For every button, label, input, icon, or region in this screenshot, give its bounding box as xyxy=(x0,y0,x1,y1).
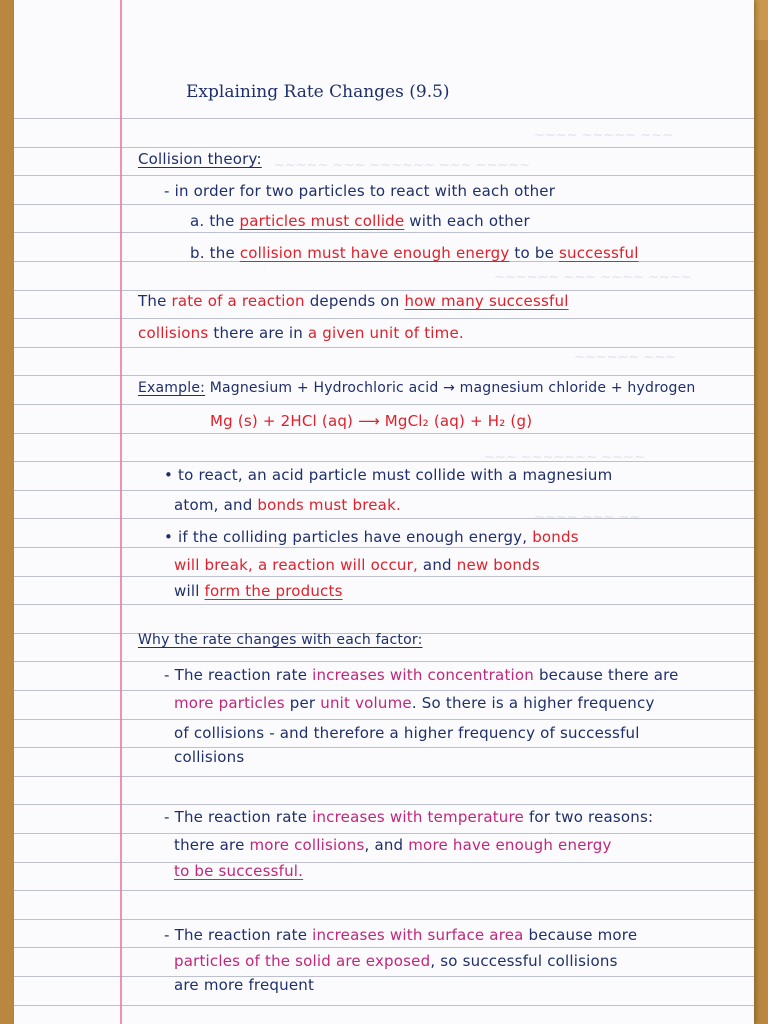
temperature-line: to be successful. xyxy=(174,862,304,880)
reaction-arrow-icon: ⟶ xyxy=(358,412,380,430)
ruled-line xyxy=(14,118,754,119)
collision-theory-point-a xyxy=(190,212,530,230)
bleed-through-text: ~~~ ~~~~~~~ ~~~~ xyxy=(484,450,645,465)
temperature-line xyxy=(164,808,653,826)
text-segment: with each other xyxy=(404,212,530,230)
ruled-line xyxy=(14,318,754,319)
ruled-line xyxy=(14,719,754,720)
collision-theory-line: - in order for two particles to react with each other xyxy=(164,182,556,200)
ruled-line xyxy=(14,147,754,148)
text-segment: to be xyxy=(509,244,559,262)
text-segment: depends on xyxy=(304,292,405,310)
text-segment: Magnesium + Hydrochloric acid → magnesium chloride + hydrogen xyxy=(205,380,696,396)
text-segment: , and xyxy=(364,836,409,854)
highlight-text: increases with temperature xyxy=(312,808,524,826)
text-segment: . So there is a higher frequency xyxy=(411,694,655,712)
ruled-line xyxy=(14,862,754,863)
highlight-text: bonds must break. xyxy=(257,496,401,514)
ruled-line xyxy=(14,776,754,777)
highlight-text: particles of the solid are exposed xyxy=(174,952,431,970)
text-segment: , so successful collisions xyxy=(430,952,618,970)
highlight-text: form the products xyxy=(204,582,343,600)
text-segment: • if the colliding particles have enough energy, xyxy=(164,528,533,546)
text-segment: there are in xyxy=(208,324,308,342)
text-segment: The xyxy=(138,292,172,310)
text-segment: atom, and xyxy=(174,496,258,514)
highlight-text: collisions xyxy=(138,324,209,342)
page-title: Explaining Rate Changes (9.5) xyxy=(186,82,450,102)
highlight-text: more have enough energy xyxy=(408,836,612,854)
highlight-text: will break, a reaction will occur, xyxy=(174,556,418,574)
ruled-line xyxy=(14,576,754,577)
collision-theory-point-b xyxy=(190,244,639,262)
margin-line xyxy=(120,0,122,1024)
ruled-line xyxy=(14,375,754,376)
surface-area-line xyxy=(174,952,618,970)
text-segment: b. the xyxy=(190,244,240,262)
surface-area-line xyxy=(164,926,637,944)
bleed-through-text: ~~~~~~ ~~~ ~~~~ ~~~~ xyxy=(494,270,692,285)
concentration-line xyxy=(174,694,655,712)
concentration-line xyxy=(164,666,679,684)
ruled-line xyxy=(14,175,754,176)
equation-products: MgCl₂ (aq) + H₂ (g) xyxy=(384,412,533,430)
highlight-text: particles must collide xyxy=(239,212,405,230)
text-segment: because more xyxy=(523,926,638,944)
highlight-text: more collisions xyxy=(249,836,365,854)
bleed-through-text: ~~~~~ ~~~ ~~~~~~ ~~~ ~~~~~ xyxy=(274,158,531,173)
rate-statement-line xyxy=(138,292,569,310)
ruled-line xyxy=(14,976,754,977)
highlight-text: collision must have enough energy xyxy=(239,244,510,262)
text-segment: - The reaction rate xyxy=(164,926,313,944)
ruled-line xyxy=(14,890,754,891)
highlight-text: increases with concentration xyxy=(312,666,534,684)
text-segment: - The reaction rate xyxy=(164,666,313,684)
chemical-equation xyxy=(210,412,532,430)
example-bullet-continuation xyxy=(174,582,343,600)
concentration-line: of collisions - and therefore a higher frequency of successful xyxy=(174,724,640,742)
equation-reactants: Mg (s) + 2HCl (aq) xyxy=(210,412,354,430)
ruled-line xyxy=(14,604,754,605)
example-bullet xyxy=(164,528,579,546)
text-segment: per xyxy=(284,694,321,712)
highlight-text: how many successful xyxy=(404,292,569,310)
ruled-line xyxy=(14,518,754,519)
highlight-text: a given unit of time. xyxy=(307,324,464,342)
highlight-text: bonds xyxy=(532,528,579,546)
ruled-line xyxy=(14,919,754,920)
rate-statement-line xyxy=(138,324,464,342)
ruled-line xyxy=(14,490,754,491)
bleed-through-text: ~~~~ ~~~~~ ~~~ xyxy=(534,128,673,143)
ruled-line xyxy=(14,347,754,348)
ruled-line xyxy=(14,204,754,205)
ruled-line xyxy=(14,433,754,434)
factors-heading: Why the rate changes with each factor: xyxy=(138,632,423,648)
example-label: Example: xyxy=(138,380,206,396)
ruled-line xyxy=(14,947,754,948)
text-segment: there are xyxy=(174,836,250,854)
highlight-text: rate of a reaction xyxy=(171,292,305,310)
highlight-text: successful xyxy=(558,244,639,262)
highlight-text: new bonds xyxy=(456,556,540,574)
ruled-line xyxy=(14,404,754,405)
example-bullet-continuation xyxy=(174,556,540,574)
highlight-text: unit volume xyxy=(320,694,412,712)
ruled-line xyxy=(14,661,754,662)
surface-area-line: are more frequent xyxy=(174,976,315,994)
text-segment: - The reaction rate xyxy=(164,808,313,826)
highlight-text: increases with surface area xyxy=(312,926,524,944)
text-segment: will xyxy=(174,582,205,600)
ruled-line xyxy=(14,833,754,834)
text-segment: a. the xyxy=(190,212,240,230)
concentration-line: collisions xyxy=(174,748,245,766)
temperature-line xyxy=(174,836,612,854)
ruled-line xyxy=(14,290,754,291)
highlight-text: more particles xyxy=(174,694,285,712)
text-segment: for two reasons: xyxy=(523,808,654,826)
text-segment: and xyxy=(417,556,457,574)
bleed-through-text: ~~~~ ~~~ ~~ xyxy=(534,510,641,525)
example-bullet-continuation xyxy=(174,496,401,514)
ruled-line xyxy=(14,804,754,805)
ruled-line xyxy=(14,232,754,233)
bleed-through-text: ~~~~~~ ~~~ xyxy=(574,350,677,365)
ruled-line xyxy=(14,690,754,691)
collision-theory-heading: Collision theory: xyxy=(138,150,262,168)
ruled-line xyxy=(14,1005,754,1006)
example-bullet: • to react, an acid particle must collide with a magnesium xyxy=(164,466,613,484)
text-segment: because there are xyxy=(533,666,679,684)
notebook-page xyxy=(14,0,754,1024)
example-word-equation xyxy=(138,380,695,396)
ruled-line xyxy=(14,747,754,748)
ruled-line xyxy=(14,547,754,548)
